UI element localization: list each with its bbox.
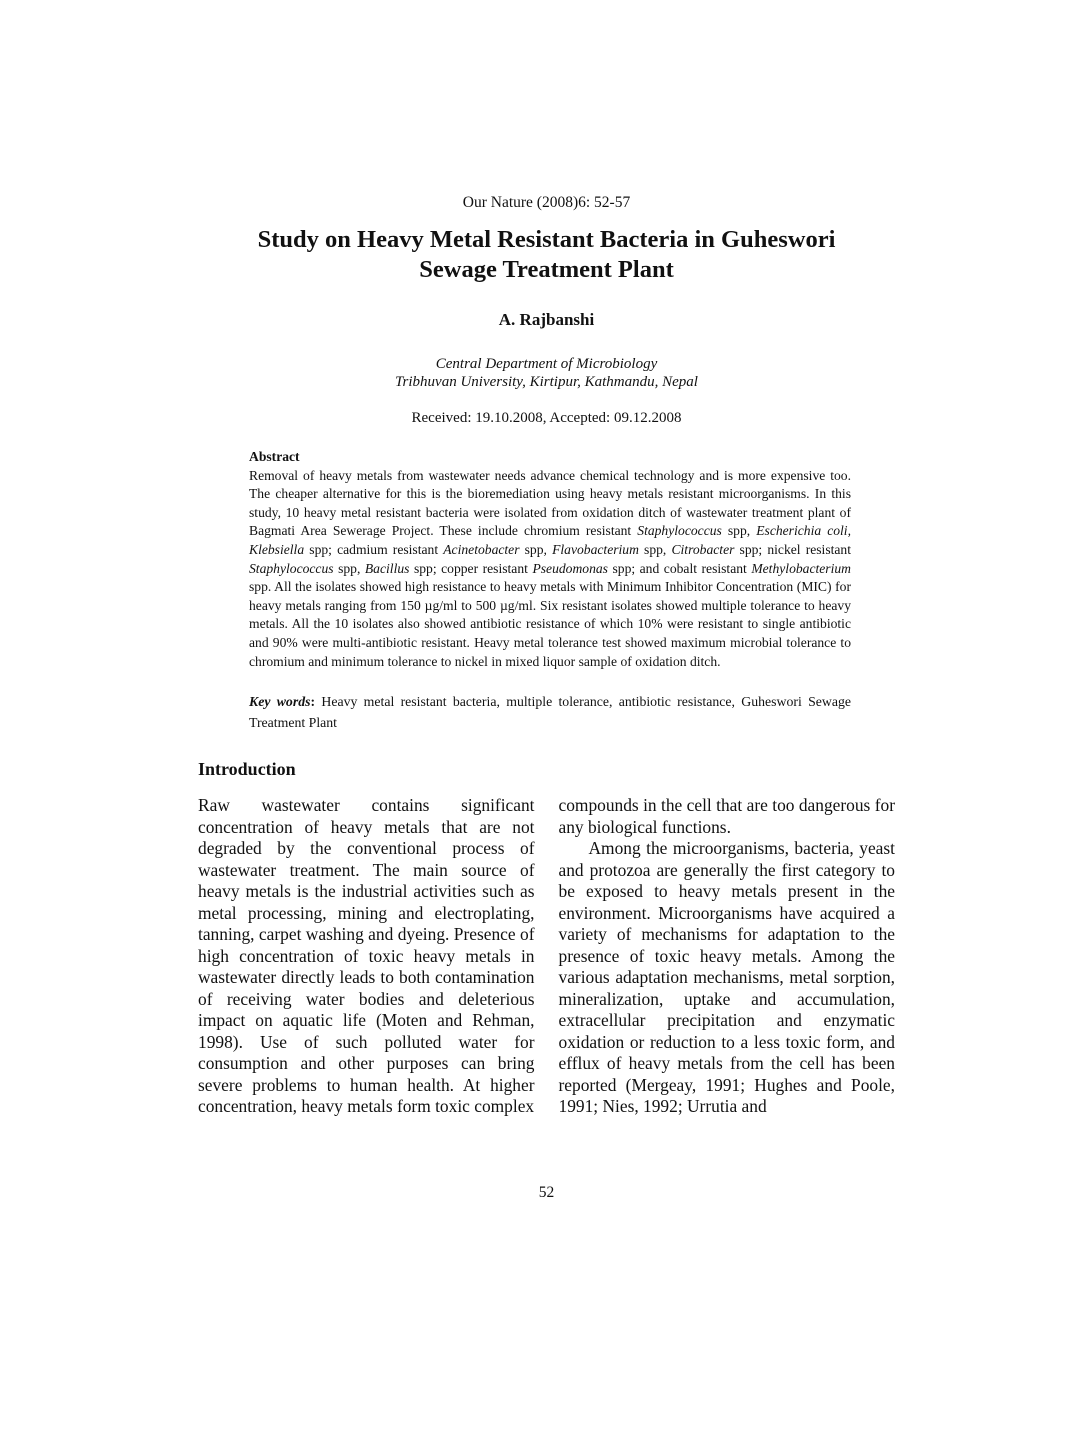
page-number: 52 (538, 1184, 555, 1201)
introduction-body (198, 795, 895, 1118)
intro-right-paragraph-1: compounds in the cell that are too dangerous for any biological functions. (558, 795, 895, 837)
journal-citation: Our Nature (2008)6: 52-57 (462, 194, 631, 211)
intro-column-left (198, 795, 535, 1118)
abstract-heading: Abstract (249, 449, 300, 464)
received-accepted-dates: Received: 19.10.2008, Accepted: 09.12.2008 (411, 410, 682, 426)
author-name: A. Rajbanshi (498, 310, 595, 329)
affiliation-university: Tribhuvan University, Kirtipur, Kathmandu, Nepal (395, 374, 698, 390)
affiliation (198, 355, 895, 391)
section-heading-introduction: Introduction (198, 759, 296, 780)
intro-left-paragraph: Raw wastewater contains significant concentration of heavy metals that are not degraded by the conventional process of wastewater treatment. The main source of heavy metals is the industrial activities such as metal processing, mining and electroplating, tanning, carpet washing and dyeing. Presence of high concentration of toxic heavy metals in wastewater directly leads to both contamination of receiving water bodies and deleterious impact on aquatic life (Moten and Rehman, 1998). Use of such polluted water for consumption and other purposes can bring severe problems to human health. At higher concentration, heavy metals form toxic complex (198, 795, 535, 1117)
keywords-text: Key words: Heavy metal resistant bacteria, multiple tolerance, antibiotic resistance, Guheswori Sewage Treatment Plant (249, 694, 851, 731)
abstract-text: Removal of heavy metals from wastewater needs advance chemical technology and is more expensive too. The cheaper alternative for this is the bioremediation using heavy metals resistant microorganisms. In this study, 10 heavy metal resistant bacteria were isolated from oxidation ditch of wastewater treatment plant of Bagmati Area Sewerage Project. These include chromium resistant Staphylococcus spp, Escherichia coli, Klebsiella spp; cadmium resistant Acinetobacter spp, Flavobacterium spp, Citrobacter spp; nickel resistant Staphylococcus spp, Bacillus spp; copper resistant Pseudomonas spp; and cobalt resistant Methylobacterium spp. All the isolates showed high resistance to heavy metals with Minimum Inhibitor Concentration (MIC) for heavy metals ranging from 150 µg/ml to 500 µg/ml. Six resistant isolates showed multiple tolerance to heavy metals. All the 10 isolates also showed antibiotic resistance of which 10% were resistant to single antibiotic and 90% were multi-antibiotic resistant. Heavy metal tolerance test showed maximum microbial tolerance to chromium and minimum tolerance to nickel in mixed liquor sample of oxidation ditch. (249, 467, 851, 669)
intro-right-paragraph-2: Among the microorganisms, bacteria, yeast and protozoa are generally the first category to be exposed to heavy metals present in the environment. Microorganisms have acquired a variety of mechanisms for adaptation to the presence of toxic heavy metals. Among the various adaptation mechanisms, metal sorption, mineralization, uptake and accumulation, extracellular precipitation and enzymatic oxidation or reduction to a less toxic form, and efflux of heavy metals from the cell has been reported (Mergeay, 1991; Hughes and Poole, 1991; Nies, 1992; Urrutia and (558, 838, 895, 1117)
intro-column-right (559, 795, 896, 1118)
paper-title (198, 225, 895, 285)
paper-title-line-2: Sewage Treatment Plant (419, 256, 674, 283)
abstract-section (249, 448, 851, 671)
page-content (198, 0, 895, 1118)
paper-title-line-1: Study on Heavy Metal Resistant Bacteria in Guheswori (257, 226, 836, 253)
affiliation-department: Central Department of Microbiology (435, 356, 658, 372)
